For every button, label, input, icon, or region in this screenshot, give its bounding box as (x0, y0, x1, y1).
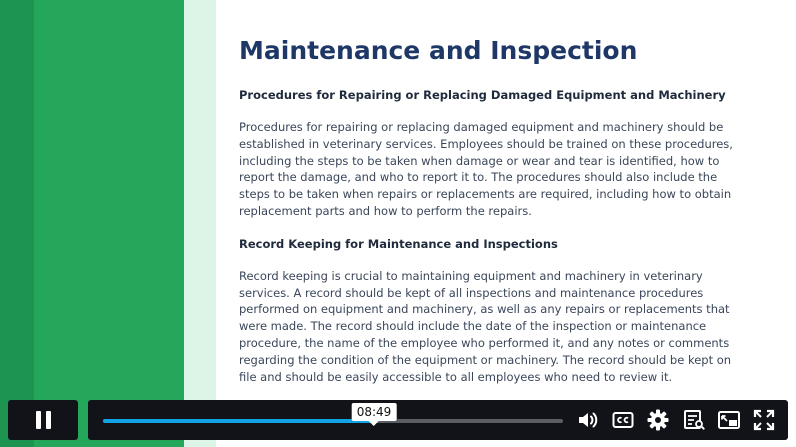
page-title: Maintenance and Inspection (239, 36, 638, 65)
transcript-button[interactable] (682, 408, 706, 432)
picture-in-picture-icon (717, 408, 741, 432)
volume-icon (576, 408, 600, 432)
progress-bar[interactable] (103, 405, 563, 423)
control-bar (88, 400, 788, 440)
progress-fill (103, 419, 374, 423)
picture-in-picture-button[interactable] (717, 408, 741, 432)
sidebar-light-stripe (184, 0, 216, 447)
section-heading-repair: Procedures for Repairing or Replacing Damaged Equipment and Machinery (239, 88, 726, 102)
captions-icon (611, 408, 635, 432)
fullscreen-button[interactable] (752, 408, 776, 432)
sidebar-dark-stripe (0, 0, 34, 447)
section-heading-records: Record Keeping for Maintenance and Inspections (239, 236, 558, 251)
sidebar-green-panel (34, 0, 184, 447)
settings-button[interactable] (646, 408, 670, 432)
time-tooltip: 08:49 (352, 403, 397, 421)
section-body-repair: Procedures for repairing or replacing damaged equipment and machinery should be established in veterinary services. Employees should be trained on these procedures, including the steps to be taken when damage or wear and tear is identified, how to report the damage, and who to report it to. The procedures should also include the steps to be taken when repairs or replacements are required, including how to obtain replacement parts and how to perform the repairs. (239, 120, 733, 218)
pause-button[interactable] (8, 400, 78, 440)
section-body-records: Record keeping is crucial to maintaining equipment and machinery in veterinary services. A record should be kept of all inspections and maintenance procedures performed on equipment and machinery, as well as any repairs or replacements that were made. The record should include the date of the inspection or maintenance procedure, the name of the employee who performed it, and any notes or comments regarding the condition of the equipment or machinery. The record should be kept on file and should be easily accessible to all employees who need to review it. (239, 268, 732, 384)
settings-icon (646, 408, 670, 432)
captions-button[interactable] (611, 408, 635, 432)
transcript-icon (682, 408, 706, 432)
volume-button[interactable] (576, 408, 600, 432)
article-content (239, 32, 739, 401)
fullscreen-icon (752, 408, 776, 432)
video-controls (0, 398, 796, 447)
